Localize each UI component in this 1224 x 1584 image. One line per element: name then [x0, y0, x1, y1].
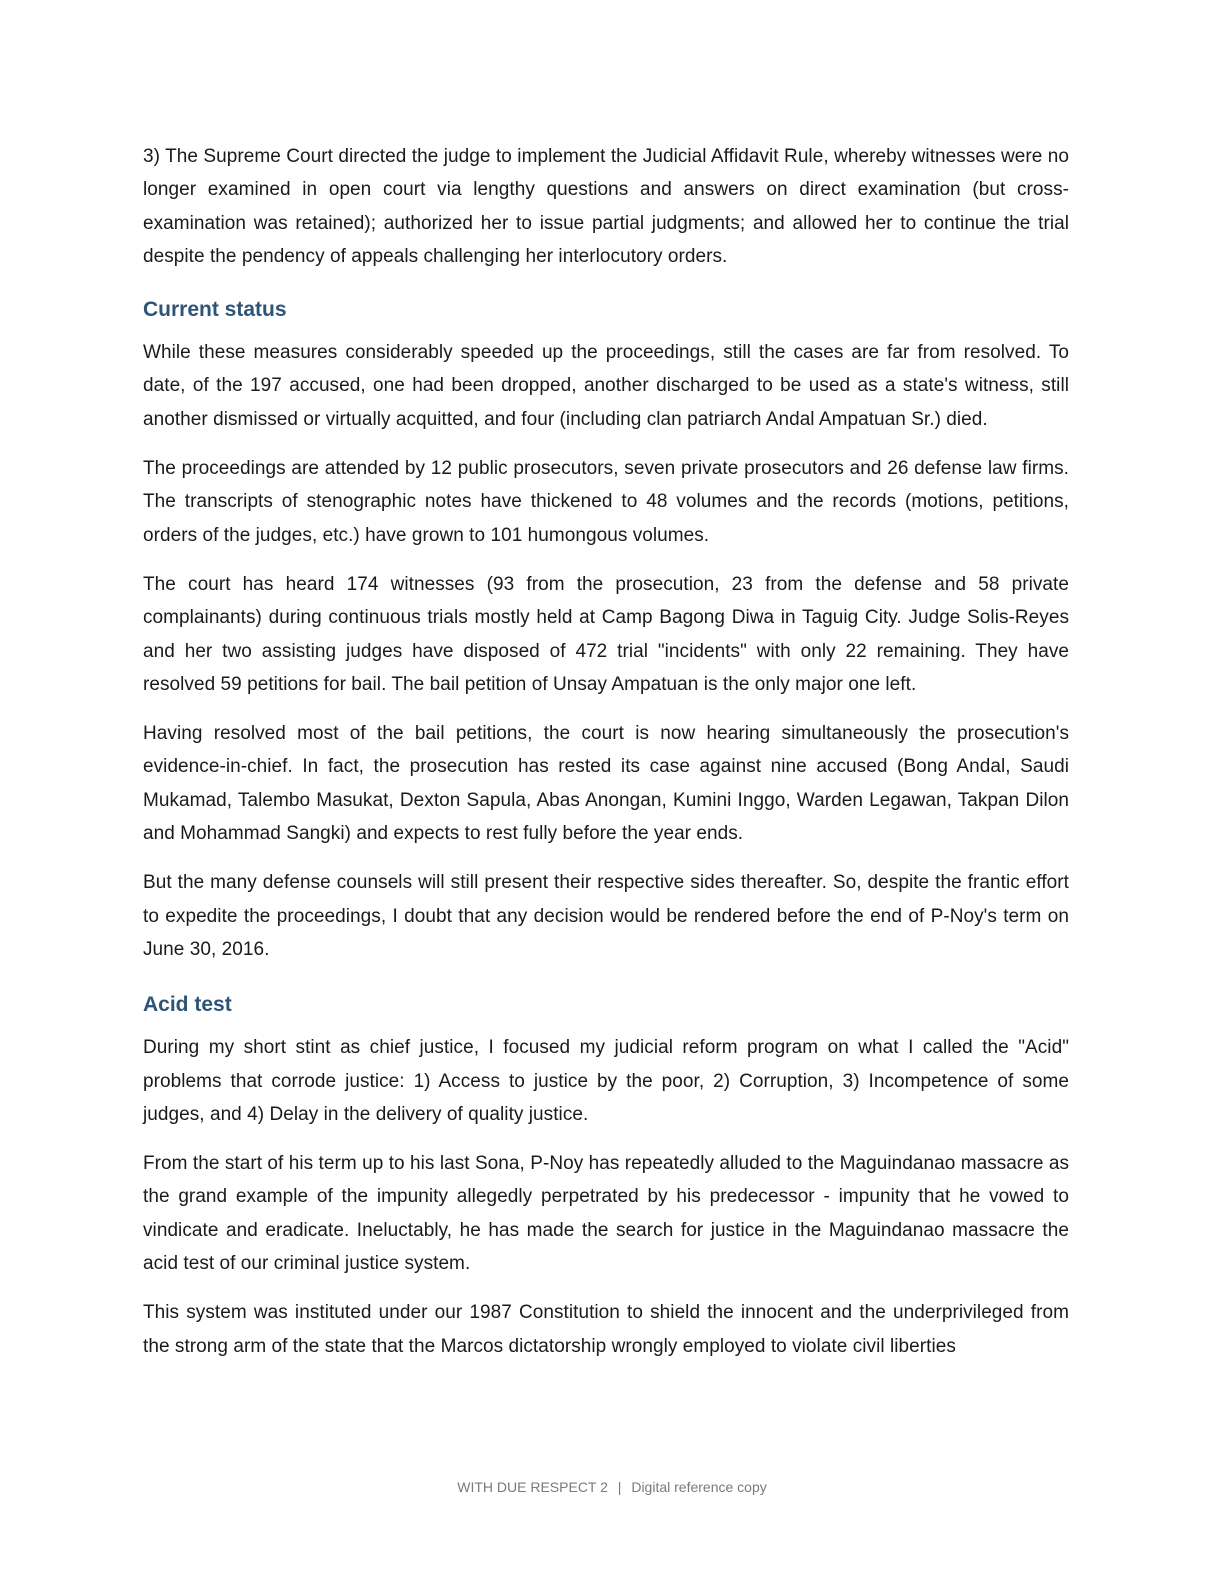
document-body: [143, 140, 1069, 1379]
paragraph: While these measures considerably speeded up the proceedings, still the cases are far from resolved. To date, of the 197 accused, one had been dropped, another discharged to be used as a state's witness, still another dismissed or virtually acquitted, and four (including clan patriarch Andal Ampatuan Sr.) died.: [143, 342, 1069, 430]
section-heading-current-status: Current status: [143, 298, 287, 322]
paragraph: The proceedings are attended by 12 public prosecutors, seven private prosecutors and 26 defense law firms. The transcripts of stenographic notes have thickened to 48 volumes and the records (motions, petitions, orders of the judges, etc.) have grown to 101 humongous volumes.: [143, 458, 1069, 546]
page-footer: [0, 1479, 1224, 1495]
footer-separator: |: [617, 1479, 622, 1495]
paragraph: But the many defense counsels will still present their respective sides thereafter. So, despite the frantic effort to expedite the proceedings, I doubt that any decision would be rendered before the end of P-Noy's term on June 30, 2016.: [143, 872, 1069, 960]
paragraph: The court has heard 174 witnesses (93 from the prosecution, 23 from the defense and 58 private complainants) during continuous trials mostly held at Camp Bagong Diwa in Taguig City. Judge Solis-Reyes and her two assisting judges have disposed of 472 trial "incidents" with only 22 remaining. They have resolved 59 petitions for bail. The bail petition of Unsay Ampatuan is the only major one left.: [143, 573, 1069, 695]
paragraph: From the start of his term up to his last Sona, P-Noy has repeatedly alluded to the Maguindanao massacre as the grand example of the impunity allegedly perpetrated by his predecessor - impunity that he vowed to vindicate and eradicate. Ineluctably, he has made the search for justice in the Maguindanao massacre the acid test of our criminal justice system.: [143, 1153, 1069, 1275]
paragraph: Having resolved most of the bail petitions, the court is now hearing simultaneously the prosecution's evidence-in-chief. In fact, the prosecution has rested its case against nine accused (Bong Andal, Saudi Mukamad, Talembo Masukat, Dexton Sapula, Abas Anongan, Kumini Inggo, Warden Legawan, Takpan Dilon and Mohammad Sangki) and expects to rest fully before the year ends.: [143, 723, 1069, 845]
footer-title: WITH DUE RESPECT 2: [457, 1479, 608, 1495]
section-heading-acid-test: Acid test: [143, 993, 232, 1017]
paragraph: During my short stint as chief justice, I focused my judicial reform program on what I called the "Acid" problems that corrode justice: 1) Access to justice by the poor, 2) Corruption, 3) Incompetence of some judges, and 4) Delay in the delivery of quality justice.: [143, 1037, 1069, 1125]
paragraph: This system was instituted under our 1987 Constitution to shield the innocent and the underprivileged from the strong arm of the state that the Marcos dictatorship wrongly employed to violate civil liberties: [143, 1302, 1069, 1357]
paragraph: 3) The Supreme Court directed the judge to implement the Judicial Affidavit Rule, whereby witnesses were no longer examined in open court via lengthy questions and answers on direct examination (but cross-examination was retained); authorized her to issue partial judgments; and allowed her to continue the trial despite the pendency of appeals challenging her interlocutory orders.: [143, 146, 1069, 267]
footer-subtitle: Digital reference copy: [631, 1479, 767, 1495]
